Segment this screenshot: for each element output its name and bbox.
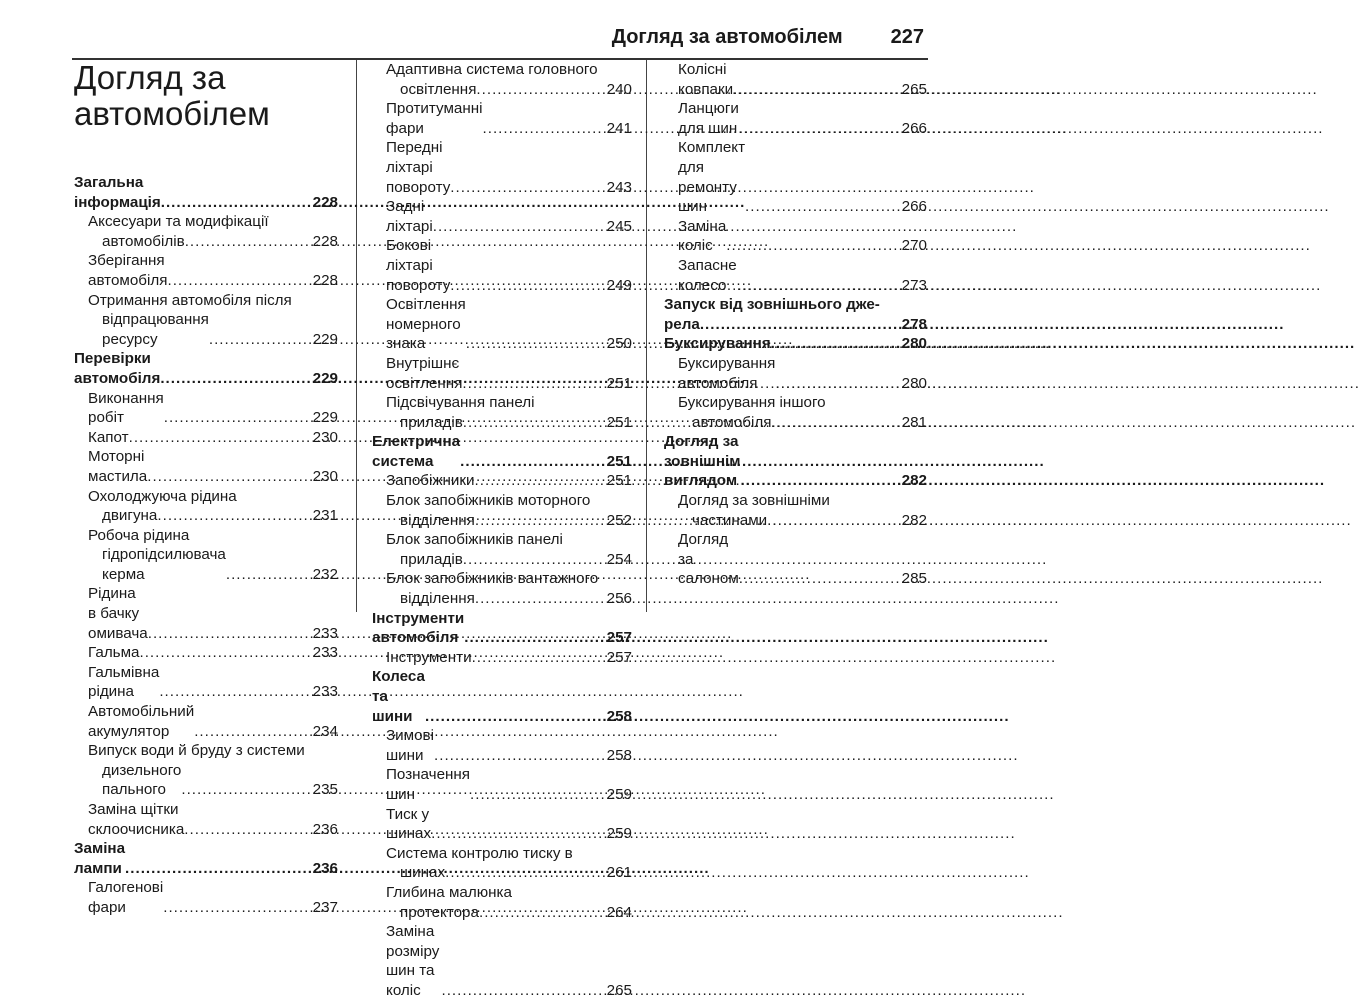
leader-dots (125, 859, 312, 879)
toc-page-number: 229 (312, 409, 338, 427)
toc-page-number: 259 (606, 785, 632, 803)
toc-entry-title[interactable] (372, 844, 632, 864)
toc-entry-text: Догляд за зовнішнім виглядом (664, 433, 741, 490)
toc-page-number: 228 (312, 193, 338, 211)
toc-page-number: 258 (606, 707, 632, 725)
toc-page-number: 266 (901, 198, 927, 216)
toc-entry-text: Запасне колесо (678, 256, 737, 294)
toc-entry[interactable] (372, 99, 632, 138)
toc-page-number: 264 (606, 903, 632, 921)
leader-dots (726, 236, 900, 256)
leader-dots (475, 471, 606, 491)
toc-page-number: 254 (606, 550, 632, 568)
toc-entry[interactable] (74, 232, 338, 252)
toc-entry[interactable] (664, 315, 927, 335)
toc-entry[interactable] (664, 413, 927, 433)
toc-entry-text: Протитуманні фари (386, 100, 483, 137)
toc-entry-text: Запобіжники (386, 472, 475, 490)
leader-dots (148, 624, 312, 644)
toc-entry-text: Запуск від зовнішнього дже- (664, 296, 880, 314)
leader-dots (167, 271, 311, 291)
leader-dots (470, 785, 606, 805)
toc-page-number: 257 (606, 629, 632, 647)
toc-entry-title[interactable] (74, 526, 338, 546)
toc-entry-title[interactable] (74, 212, 338, 232)
toc-entry-text: Догляд за салоном (678, 531, 739, 588)
toc-page-number: 273 (901, 276, 927, 294)
leader-dots (483, 119, 606, 139)
leader-dots (462, 374, 605, 394)
toc-entry-text: Моторні мастила (88, 448, 148, 485)
toc-entry-text: Аксесуари та модифікації (88, 213, 269, 231)
toc-entry-text: Зберігання автомобіля (88, 252, 168, 289)
toc-entry-title[interactable] (372, 60, 632, 80)
leader-dots (476, 80, 605, 100)
toc-page-number: 250 (606, 335, 632, 353)
toc-entry[interactable] (74, 761, 338, 800)
toc-entry[interactable] (74, 349, 338, 388)
toc-entry-title[interactable] (664, 491, 927, 511)
leader-dots (209, 330, 312, 350)
toc-page-number: 235 (312, 781, 338, 799)
toc-page-number: 282 (901, 511, 927, 529)
toc-entry-text: протектора (400, 903, 479, 921)
toc-entry[interactable] (372, 609, 632, 648)
leader-dots (745, 197, 901, 217)
leader-dots (159, 682, 311, 702)
toc-page-number: 282 (901, 472, 927, 490)
chapter-title: Догляд за автомобілем (74, 59, 270, 132)
toc-column-2 (372, 60, 632, 1001)
toc-page-number: 236 (312, 859, 338, 877)
leader-dots (463, 413, 606, 433)
toc-page-number: 256 (606, 590, 632, 608)
toc-entry[interactable] (372, 903, 632, 923)
toc-entry-text: Заміна розміру шин та коліс (386, 923, 440, 999)
toc-entry-text: Загальна інформація (74, 174, 161, 211)
leader-dots (147, 467, 311, 487)
leader-dots (737, 276, 901, 296)
leader-dots (739, 119, 901, 139)
leader-dots (450, 276, 605, 296)
toc-page-number: 278 (901, 315, 927, 333)
toc-entry[interactable] (372, 354, 632, 393)
leader-dots (164, 408, 312, 428)
toc-entry[interactable] (664, 334, 927, 354)
leader-dots (771, 334, 901, 354)
toc-entry-text: Гальмівна рідина (88, 663, 160, 701)
toc-entry-text: Блок запобіжників вантажного (386, 570, 599, 588)
toc-entry-text: відділення (400, 590, 475, 608)
toc-entry[interactable] (664, 432, 927, 491)
toc-entry-text: Робоча рідина (88, 526, 190, 544)
toc-entry[interactable] (664, 530, 927, 589)
toc-page-number: 229 (312, 369, 338, 387)
leader-dots (445, 863, 606, 883)
toc-entry-text: Галогенові фари (88, 879, 164, 916)
toc-entry[interactable] (74, 800, 338, 839)
toc-entry[interactable] (74, 702, 338, 741)
toc-entry-text: автомобіля (692, 413, 772, 431)
leader-dots (181, 780, 311, 800)
toc-entry-text: Глибина малюнка (386, 883, 512, 901)
leader-dots (475, 589, 606, 609)
leader-dots (425, 707, 606, 727)
toc-entry-text: Зимові шини (386, 727, 434, 764)
toc-page-number: 228 (312, 271, 338, 289)
leader-dots (226, 565, 312, 585)
toc-entry[interactable] (664, 354, 927, 393)
toc-entry[interactable] (664, 511, 927, 531)
leader-dots (433, 217, 606, 237)
leader-dots (441, 981, 605, 1001)
toc-entry[interactable] (74, 643, 338, 663)
toc-entry-title[interactable] (372, 569, 632, 589)
toc-page-number: 259 (606, 825, 632, 843)
leader-dots (161, 193, 312, 213)
toc-column-1 (74, 173, 338, 918)
toc-entry-text: Електрична система (372, 433, 461, 470)
toc-entry-text: Адаптивна система головного (386, 61, 598, 78)
toc-entry-text: Внутрішнє освітлення (386, 354, 463, 392)
toc-entry-text: Тиск у шинах (386, 805, 432, 843)
toc-entry[interactable] (74, 310, 338, 349)
toc-entry-title[interactable] (372, 883, 632, 903)
toc-entry[interactable] (74, 447, 338, 486)
toc-entry-text: двигуна (102, 507, 158, 525)
toc-entry-text: Заміна щітки склоочисника (88, 801, 185, 838)
toc-entry-title[interactable] (372, 530, 632, 550)
toc-page-number: 231 (312, 507, 338, 525)
toc-entry-text: Рідина в бачку омивача (88, 585, 148, 642)
toc-entry-title[interactable] (74, 291, 338, 311)
toc-entry[interactable] (74, 584, 338, 643)
leader-dots (700, 315, 901, 335)
leader-dots (129, 428, 312, 448)
toc-entry-text: Заміна лампи (74, 840, 126, 877)
leader-dots (472, 648, 606, 668)
toc-entry[interactable] (74, 545, 338, 584)
toc-entry[interactable] (372, 432, 632, 471)
toc-entry-title[interactable] (664, 295, 927, 315)
toc-entry-text: Задні ліхтарі (386, 198, 433, 235)
toc-entry[interactable] (372, 805, 632, 844)
leader-dots (194, 722, 311, 742)
toc-page-number: 281 (901, 413, 927, 431)
header-title: Догляд за автомобілем (611, 26, 843, 48)
running-header (612, 26, 924, 56)
toc-entry[interactable] (372, 922, 632, 1000)
toc-entry[interactable] (74, 839, 338, 878)
toc-page-number: 280 (901, 335, 927, 353)
toc-entry[interactable] (372, 648, 632, 668)
toc-page-number: 266 (901, 119, 927, 137)
toc-entry-text: частинами (692, 511, 768, 529)
toc-page-number: 233 (312, 624, 338, 642)
toc-entry-title[interactable] (372, 491, 632, 511)
toc-page-number: 236 (312, 820, 338, 838)
toc-page-number: 240 (606, 80, 632, 98)
toc-entry[interactable] (664, 60, 927, 99)
toc-entry[interactable] (74, 428, 338, 448)
toc-entry[interactable] (664, 99, 927, 138)
toc-page-number: 261 (606, 864, 632, 882)
toc-page-number: 232 (312, 565, 338, 583)
toc-entry[interactable] (372, 295, 632, 354)
toc-entry-text: гідропідсилювача керма (102, 546, 226, 583)
leader-dots (431, 824, 606, 844)
toc-entry-text: рела (664, 315, 700, 333)
leader-dots (157, 506, 311, 526)
toc-page-number: 251 (606, 472, 632, 490)
toc-entry-text: Отримання автомобіля після (88, 291, 292, 309)
toc-entry-text: Випуск води й бруду з системи (88, 742, 305, 760)
toc-entry[interactable] (74, 663, 338, 702)
toc-entry-title[interactable] (664, 393, 927, 413)
toc-entry-text: Гальма (88, 644, 140, 662)
toc-entry[interactable] (372, 550, 632, 570)
toc-page-number: 258 (606, 746, 632, 764)
toc-column-3 (664, 60, 927, 589)
toc-entry-text: Інструменти автомобіля (372, 609, 465, 647)
leader-dots (767, 511, 901, 531)
toc-entry-text: Ланцюги для шин (678, 100, 739, 137)
toc-page-number: 233 (312, 644, 338, 662)
leader-dots (733, 80, 901, 100)
toc-entry-text: Передні ліхтарі повороту (386, 139, 451, 196)
toc-entry-text: Блок запобіжників панелі (386, 531, 563, 549)
toc-entry[interactable] (372, 197, 632, 236)
toc-page-number: 270 (901, 237, 927, 255)
leader-dots (434, 746, 606, 766)
toc-entry-text: Колеса та шини (372, 668, 425, 725)
toc-entry[interactable] (74, 251, 338, 290)
toc-entry[interactable] (372, 511, 632, 531)
toc-entry[interactable] (74, 389, 338, 428)
toc-entry[interactable] (372, 863, 632, 883)
toc-entry[interactable] (664, 217, 927, 256)
toc-page-number: 252 (606, 511, 632, 529)
toc-entry-text: автомобілів (102, 232, 185, 250)
leader-dots (463, 550, 606, 570)
toc-entry-text: Автомобільний акумулятор (88, 703, 195, 740)
toc-entry-text: Комплект для ремонту шин (678, 139, 746, 216)
toc-entry-text: Буксирування іншого (678, 394, 826, 412)
page-number: 227 (890, 26, 924, 48)
toc-entry-text: Позначення шин (386, 766, 471, 803)
toc-entry-text: Перевірки автомобіля (74, 350, 161, 387)
toc-page-number: 241 (606, 119, 632, 137)
toc-entry[interactable] (664, 138, 927, 216)
toc-entry[interactable] (74, 173, 338, 212)
toc-entry[interactable] (74, 878, 338, 917)
leader-dots (450, 178, 605, 198)
toc-entry-title[interactable] (372, 393, 632, 413)
leader-dots (771, 413, 900, 433)
toc-entry-text: дизельного пального (102, 761, 182, 799)
leader-dots (475, 511, 606, 531)
toc-entry-text: Виконання робіт (88, 389, 164, 427)
toc-entry[interactable] (372, 667, 632, 726)
toc-entry-title[interactable] (74, 741, 338, 761)
leader-dots (160, 369, 311, 389)
leader-dots (479, 903, 606, 923)
toc-entry-text: Заміна коліс (678, 217, 727, 255)
leader-dots (775, 374, 900, 394)
toc-page-number: 249 (606, 276, 632, 294)
toc-entry[interactable] (372, 236, 632, 295)
toc-page-number: 245 (606, 217, 632, 235)
leader-dots (184, 820, 311, 840)
toc-page-number: 234 (312, 722, 338, 740)
toc-entry-text: приладів (400, 550, 463, 568)
toc-entry[interactable] (372, 726, 632, 765)
toc-page-number: 265 (606, 981, 632, 999)
toc-entry[interactable] (372, 589, 632, 609)
toc-page-number: 237 (312, 898, 338, 916)
toc-entry-text: Догляд за зовнішніми (678, 492, 830, 510)
toc-entry[interactable] (372, 413, 632, 433)
toc-page-number: 265 (901, 80, 927, 98)
toc-page-number: 285 (901, 570, 927, 588)
leader-dots (739, 569, 901, 589)
toc-page-number: 229 (312, 330, 338, 348)
toc-entry-text: освітлення (400, 80, 477, 98)
leader-dots (139, 643, 311, 663)
toc-entry-text: Колісні ковпаки (678, 61, 734, 98)
toc-entry-text: Охолоджуюча рідина (88, 487, 237, 505)
toc-page-number: 230 (312, 467, 338, 485)
toc-entry-text: Підсвічування панелі (386, 394, 535, 412)
leader-dots (163, 898, 311, 918)
toc-page-number: 230 (312, 428, 338, 446)
toc-entry-text: Блок запобіжників моторного (386, 492, 591, 510)
toc-entry-text: приладів (400, 413, 463, 431)
toc-entry-title[interactable] (74, 487, 338, 507)
toc-page-number: 228 (312, 232, 338, 250)
toc-entry[interactable] (372, 765, 632, 804)
toc-entry[interactable] (372, 471, 632, 491)
toc-page-number: 233 (312, 683, 338, 701)
toc-entry-text: відпрацювання ресурсу (102, 311, 209, 348)
toc-entry-text: Буксирування (664, 335, 771, 353)
toc-entry-text: Інструменти (386, 648, 472, 666)
toc-entry-text: Освітлення номерного знака (386, 296, 466, 353)
toc-page-number: 243 (606, 178, 632, 196)
toc-entry[interactable] (74, 506, 338, 526)
toc-entry[interactable] (372, 80, 632, 100)
toc-entry-text: Бокові ліхтарі повороту (386, 237, 451, 294)
leader-dots (460, 452, 606, 472)
toc-entry[interactable] (372, 138, 632, 197)
toc-page-number: 280 (901, 374, 927, 392)
toc-entry-text: Капот (88, 428, 129, 446)
toc-page-number: 257 (606, 648, 632, 666)
toc-page-number: 251 (606, 452, 632, 470)
leader-dots (466, 334, 606, 354)
toc-entry-text: шинах (400, 864, 446, 882)
toc-entry[interactable] (664, 256, 927, 295)
toc-entry-text: відділення (400, 511, 475, 529)
toc-entry-text: Буксирування автомобіля (678, 354, 776, 392)
toc-page-number: 251 (606, 413, 632, 431)
leader-dots (464, 628, 605, 648)
toc-entry-text: Система контролю тиску в (386, 844, 573, 862)
leader-dots (740, 471, 900, 491)
leader-dots (185, 232, 312, 252)
toc-page-number: 251 (606, 374, 632, 392)
